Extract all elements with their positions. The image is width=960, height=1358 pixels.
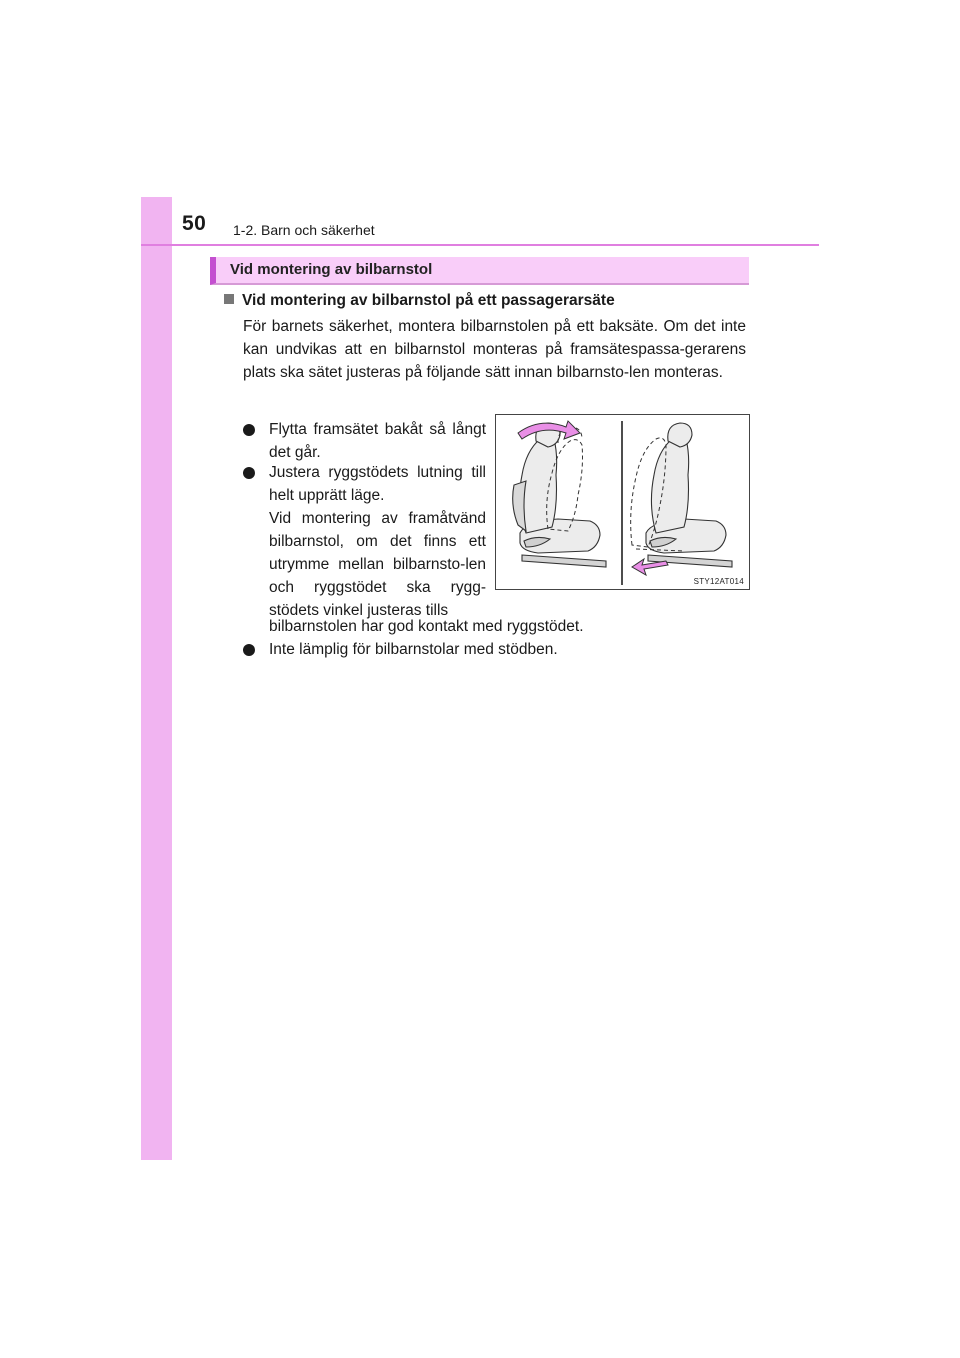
list-item: [243, 461, 486, 507]
seat-adjustment-figure: [495, 414, 750, 590]
seat-illustration: [496, 415, 749, 589]
bullet-text: Inte lämplig för bilbarnstolar med stödben.: [269, 641, 558, 658]
list-item: [243, 418, 486, 464]
intro-paragraph: För barnets säkerhet, montera bilbarnstolen på ett baksäte. Om det inte kan undvikas att en bilbarnstol monteras på framsätespassa-gerarens plats ska sätet justeras på följande sätt innan bilbarnsto-len monteras.: [243, 318, 746, 381]
subsection-heading-text: Vid montering av bilbarnstol på ett passagerarsäte: [242, 292, 615, 309]
side-tab-bar: [141, 197, 172, 1160]
header-rule: [141, 244, 819, 246]
seat-left-icon: [513, 423, 606, 567]
subsection-heading: [224, 292, 615, 310]
section-banner: [210, 257, 749, 285]
list-item: [243, 638, 753, 661]
forward-facing-note: Vid montering av framåtvänd bilbarnstol, om det finns ett utrymme mellan bilbarnsto-len och ryggstödet ska rygg-stödets vinkel justeras tills: [269, 510, 486, 619]
bullet-text: Justera ryggstödets lutning till helt upprätt läge.: [269, 464, 486, 504]
round-bullet-icon: [243, 424, 255, 436]
figure-code: STY12AT014: [693, 577, 744, 586]
square-bullet-icon: [224, 294, 234, 304]
round-bullet-icon: [243, 644, 255, 656]
seat-right-icon: [646, 423, 732, 567]
section-title: Vid montering av bilbarnstol: [230, 261, 433, 278]
forward-facing-note-continued: bilbarnstolen har god kontakt med ryggstödet.: [269, 618, 584, 635]
bullet-text: Flytta framsätet bakåt så långt det går.: [269, 421, 486, 461]
page-number: 50: [182, 212, 207, 235]
breadcrumb: 1-2. Barn och säkerhet: [233, 222, 375, 238]
round-bullet-icon: [243, 467, 255, 479]
